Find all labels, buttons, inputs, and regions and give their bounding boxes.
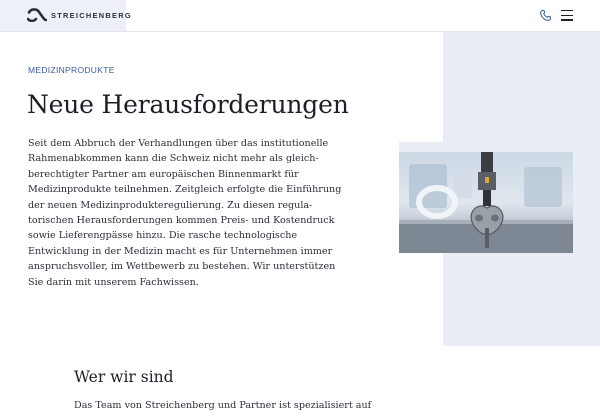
brand-logo-mark-icon	[27, 8, 47, 22]
body-line: Rahmenabkommen kann die Schweiz nicht mehr als gleich-	[28, 153, 319, 165]
section-title: Wer wir sind	[74, 368, 174, 386]
body-line: Entwicklung in der Medizin macht es für Unternehmen immer	[28, 245, 333, 257]
brand-name: STREICHENBERG	[51, 11, 132, 20]
phone-icon[interactable]	[539, 9, 552, 22]
body-line: der neuen Medizinprodukteregulierung. Zu diesen regula-	[28, 199, 313, 211]
body-line: Medizinprodukte teilnehmen. Zeitgleich erfolgte die Einführung	[28, 184, 342, 196]
page-title: Neue Herausforderungen	[27, 90, 349, 119]
body-line: Seit dem Abbruch der Verhandlungen über das institutionelle	[28, 138, 329, 149]
body-line: anspruchsvoller, im Wettbewerb zu bestehen. Wir unterstützen	[28, 261, 336, 273]
section-kicker: MEDIZINPRODUKTE	[28, 65, 115, 75]
body-line: sowie Lieferengpässe hinzu. Die rasche technologische	[28, 230, 298, 242]
logo-link[interactable]	[0, 0, 132, 31]
hamburger-menu-icon[interactable]	[561, 10, 573, 21]
body-line: berechtigter Partner am europäischen Binnenmarkt für	[28, 168, 299, 180]
site-header	[0, 0, 600, 32]
body-line: Sie darin mit unserem Fachwissen.	[28, 276, 199, 288]
section-body-text: Das Team von Streichenberg und Partner ist spezialisiert auf	[74, 400, 372, 411]
body-line: torischen Herausforderungen kommen Preis- und Kostendruck	[28, 215, 335, 227]
medical-lab-photo	[399, 142, 573, 253]
hero-body-text	[28, 136, 348, 290]
